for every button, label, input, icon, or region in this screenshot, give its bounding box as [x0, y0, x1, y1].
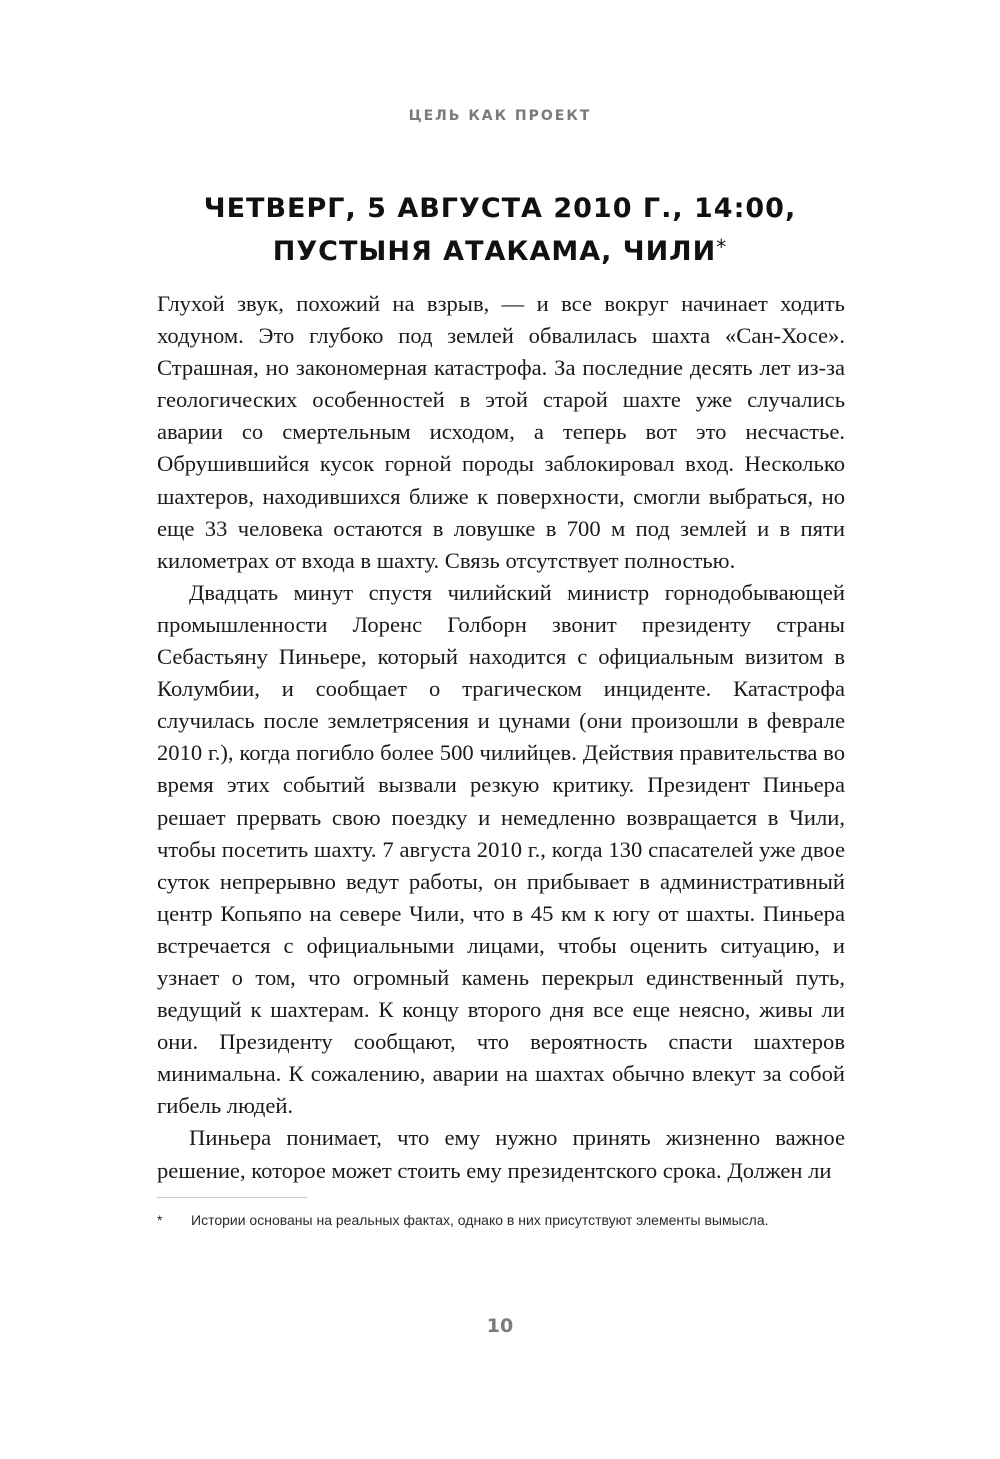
chapter-title-line-2: [140, 228, 860, 271]
running-head: ЦЕЛЬ КАК ПРОЕКТ: [408, 108, 592, 124]
footnote: [157, 1208, 845, 1232]
footnote-divider: [157, 1197, 307, 1198]
paragraph-3: Пиньера понимает, что ему нужно принять жизненно важное решение, которое может стоить ему президентского срока. Должен ли: [157, 1125, 845, 1183]
chapter-title: [140, 190, 860, 271]
footnote-marker: *: [157, 1212, 163, 1228]
page-number: 10: [486, 1315, 514, 1337]
chapter-title-line-1: ЧЕТВЕРГ, 5 АВГУСТА 2010 Г., 14:00,: [203, 193, 797, 224]
chapter-title-line-2-text: ПУСТЫНЯ АТАКАМА, ЧИЛИ: [272, 236, 717, 267]
body-text: [157, 288, 845, 1187]
footnote-text: Истории основаны на реальных фактах, однако в них присутствуют элементы вымысла.: [191, 1212, 769, 1228]
paragraph-2: Двадцать минут спустя чилийский министр горнодобывающей промышленности Лоренс Голборн звонит президенту страны Себастьяну Пиньере, который находится с официальным визитом в Колумбии, и сообщает о трагическом инциденте. Катастрофа случилась после землетрясения и цунами (они произошли в феврале 2010 г.), когда погибло более 500 чилийцев. Действия правительства во время этих событий вызвали резкую критику. Президент Пиньера решает прервать свою поездку и немедленно возвращается в Чили, чтобы посетить шахту. 7 августа 2010 г., когда 130 спасателей уже двое суток непрерывно ведут работы, он прибывает в административный центр Копьяпо на севере Чили, что в 45 км к югу от шахты. Пиньера встречается с официальными лицами, чтобы оценить ситуацию, и узнает о том, что огромный камень перекрыл единственный путь, ведущий к шахтерам. К концу второго дня все еще неясно, живы ли они. Президенту сообщают, что вероятность спасти шахтеров минимальна. К сожалению, аварии на шахтах обычно влекут за собой гибель людей.: [157, 579, 845, 1119]
title-footnote-mark: *: [716, 235, 728, 259]
paragraph-1: Глухой звук, похожий на взрыв, — и все вокруг начинает ходить ходуном. Это глубоко под землей обвалилась шахта «Сан-Хосе». Страшная, но закономерная катастрофа. За последние десять лет из-за геологических особенностей в этой старой шахте уже случались аварии со смертельным исходом, а теперь вот это несчастье. Обрушившийся кусок горной породы заблокировал вход. Несколько шахтеров, находившихся ближе к поверхности, смогли выбраться, но еще 33 человека остаются в ловушке в 700 м под землей и в пяти километрах от входа в шахту. Связь отсутствует полностью.: [157, 291, 845, 573]
